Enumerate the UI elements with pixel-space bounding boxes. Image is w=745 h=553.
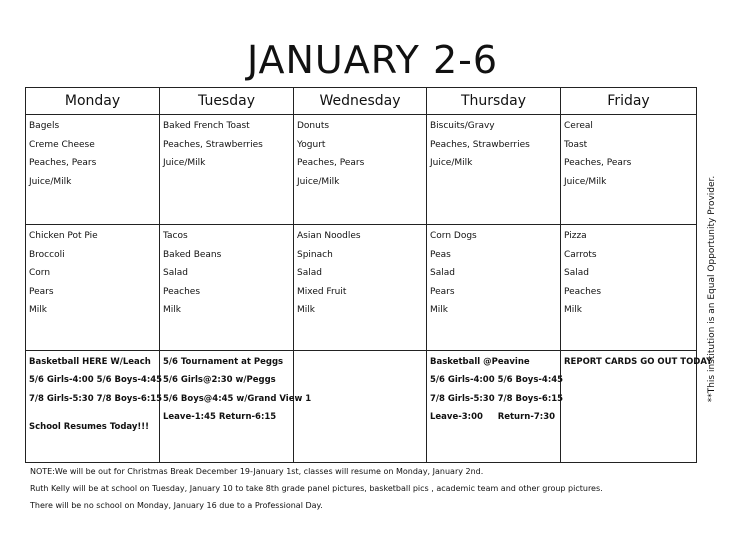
event-line: 5/6 Girls@2:30 w/Peggs: [163, 375, 276, 386]
events-thursday: [427, 350, 564, 462]
note-line: There will be no school on Monday, January 16 due to a Professional Day.: [30, 501, 323, 510]
breakfast-friday: [561, 115, 697, 225]
day-header-row: [26, 88, 697, 115]
breakfast-tuesday: [160, 115, 294, 225]
lunch-monday: [26, 225, 160, 350]
menu-item: Broccoli: [29, 249, 65, 260]
event-line: Leave-1:45 Return-6:15: [163, 412, 277, 423]
events-wednesday: [294, 350, 427, 462]
events-friday: [561, 350, 713, 462]
menu-item: Donuts: [297, 121, 330, 132]
menu-item: Milk: [430, 305, 448, 316]
menu-item: Peaches: [163, 286, 201, 297]
event-line: Basketball @Peavine: [430, 356, 530, 367]
menu-item: Carrots: [564, 249, 597, 260]
menu-item: Tacos: [163, 231, 188, 242]
event-line: 5/6 Boys@4:45 w/Grand View 1: [163, 393, 312, 404]
lunch-row: [26, 225, 697, 350]
notes-section: [30, 463, 720, 514]
events-row: [26, 350, 697, 462]
menu-item: Salad: [297, 268, 322, 279]
events-monday: [26, 350, 163, 462]
day-header-monday: Monday: [26, 88, 160, 115]
menu-item: Bagels: [29, 121, 60, 132]
equal-opportunity-note: **This institution is an Equal Opportunity Provider.: [707, 175, 717, 403]
events-tuesday: [160, 350, 312, 462]
menu-item: Yogurt: [297, 139, 326, 150]
menu-item: Salad: [430, 268, 455, 279]
menu-item: Pears: [29, 286, 54, 297]
menu-item: Peas: [430, 249, 451, 260]
lunch-friday: [561, 225, 697, 350]
menu-item: Salad: [163, 268, 188, 279]
event-line: 5/6 Tournament at Peggs: [163, 356, 284, 367]
menu-item: Mixed Fruit: [297, 286, 347, 297]
lunch-tuesday: [160, 225, 294, 350]
day-header-friday: Friday: [561, 88, 697, 115]
lunch-wednesday: [294, 225, 427, 350]
menu-item: Pizza: [564, 231, 587, 242]
breakfast-thursday: [427, 115, 561, 225]
menu-item: Pears: [430, 286, 455, 297]
menu-item: Juice/Milk: [29, 176, 72, 187]
menu-item: Milk: [297, 305, 315, 316]
menu-item: Cereal: [564, 121, 593, 132]
menu-item: Peaches, Strawberries: [430, 139, 530, 150]
note-line: Ruth Kelly will be at school on Tuesday, January 10 to take 8th grade panel pictures, basketball pics , academic team and other group pictures.: [30, 484, 603, 493]
menu-item: Juice/Milk: [297, 176, 340, 187]
menu-item: Peaches, Pears: [564, 158, 632, 169]
menu-item: Spinach: [297, 249, 333, 260]
event-line: School Resumes Today!!!: [29, 422, 150, 433]
page-title: JANUARY 2-6: [246, 38, 499, 82]
menu-item: Baked French Toast: [163, 121, 250, 132]
event-line: 7/8 Girls-5:30 7/8 Boys-6:15: [29, 393, 163, 404]
menu-item: Milk: [564, 305, 582, 316]
menu-item: Biscuits/Gravy: [430, 121, 495, 132]
day-header-tuesday: Tuesday: [160, 88, 294, 115]
menu-item: Milk: [163, 305, 181, 316]
menu-item: Baked Beans: [163, 249, 222, 260]
breakfast-wednesday: [294, 115, 427, 225]
menu-item: Peaches, Pears: [297, 158, 365, 169]
event-line: 5/6 Girls-4:00 5/6 Boys-4:45: [430, 375, 564, 386]
menu-item: Corn Dogs: [430, 231, 477, 242]
menu-item: Peaches, Pears: [29, 158, 97, 169]
menu-item: Juice/Milk: [430, 158, 473, 169]
menu-item: Toast: [564, 139, 588, 150]
event-line: Leave-3:00 Return-7:30: [430, 412, 556, 423]
lunch-thursday: [427, 225, 561, 350]
note-line: NOTE:We will be out for Christmas Break December 19-January 1st, classes will resume on Monday, January 2nd.: [30, 467, 484, 476]
menu-item: Milk: [29, 305, 47, 316]
menu-item: Juice/Milk: [564, 176, 607, 187]
day-header-wednesday: Wednesday: [294, 88, 427, 115]
menu-item: Juice/Milk: [163, 158, 206, 169]
menu-item: Creme Cheese: [29, 139, 95, 150]
menu-item: Corn: [29, 268, 51, 279]
menu-item: Asian Noodles: [297, 231, 361, 242]
breakfast-row: [26, 115, 697, 225]
event-line: 7/8 Girls-5:30 7/8 Boys-6:15: [430, 393, 564, 404]
menu-item: Peaches, Strawberries: [163, 139, 263, 150]
event-line: 5/6 Girls-4:00 5/6 Boys-4:45: [29, 375, 163, 386]
menu-item: Salad: [564, 268, 589, 279]
breakfast-monday: [26, 115, 160, 225]
day-header-thursday: Thursday: [427, 88, 561, 115]
event-line: Basketball HERE W/Leach: [29, 356, 151, 367]
menu-item: Chicken Pot Pie: [29, 231, 98, 242]
event-line: REPORT CARDS GO OUT TODAY: [564, 356, 713, 367]
menu-item: Peaches: [564, 286, 602, 297]
